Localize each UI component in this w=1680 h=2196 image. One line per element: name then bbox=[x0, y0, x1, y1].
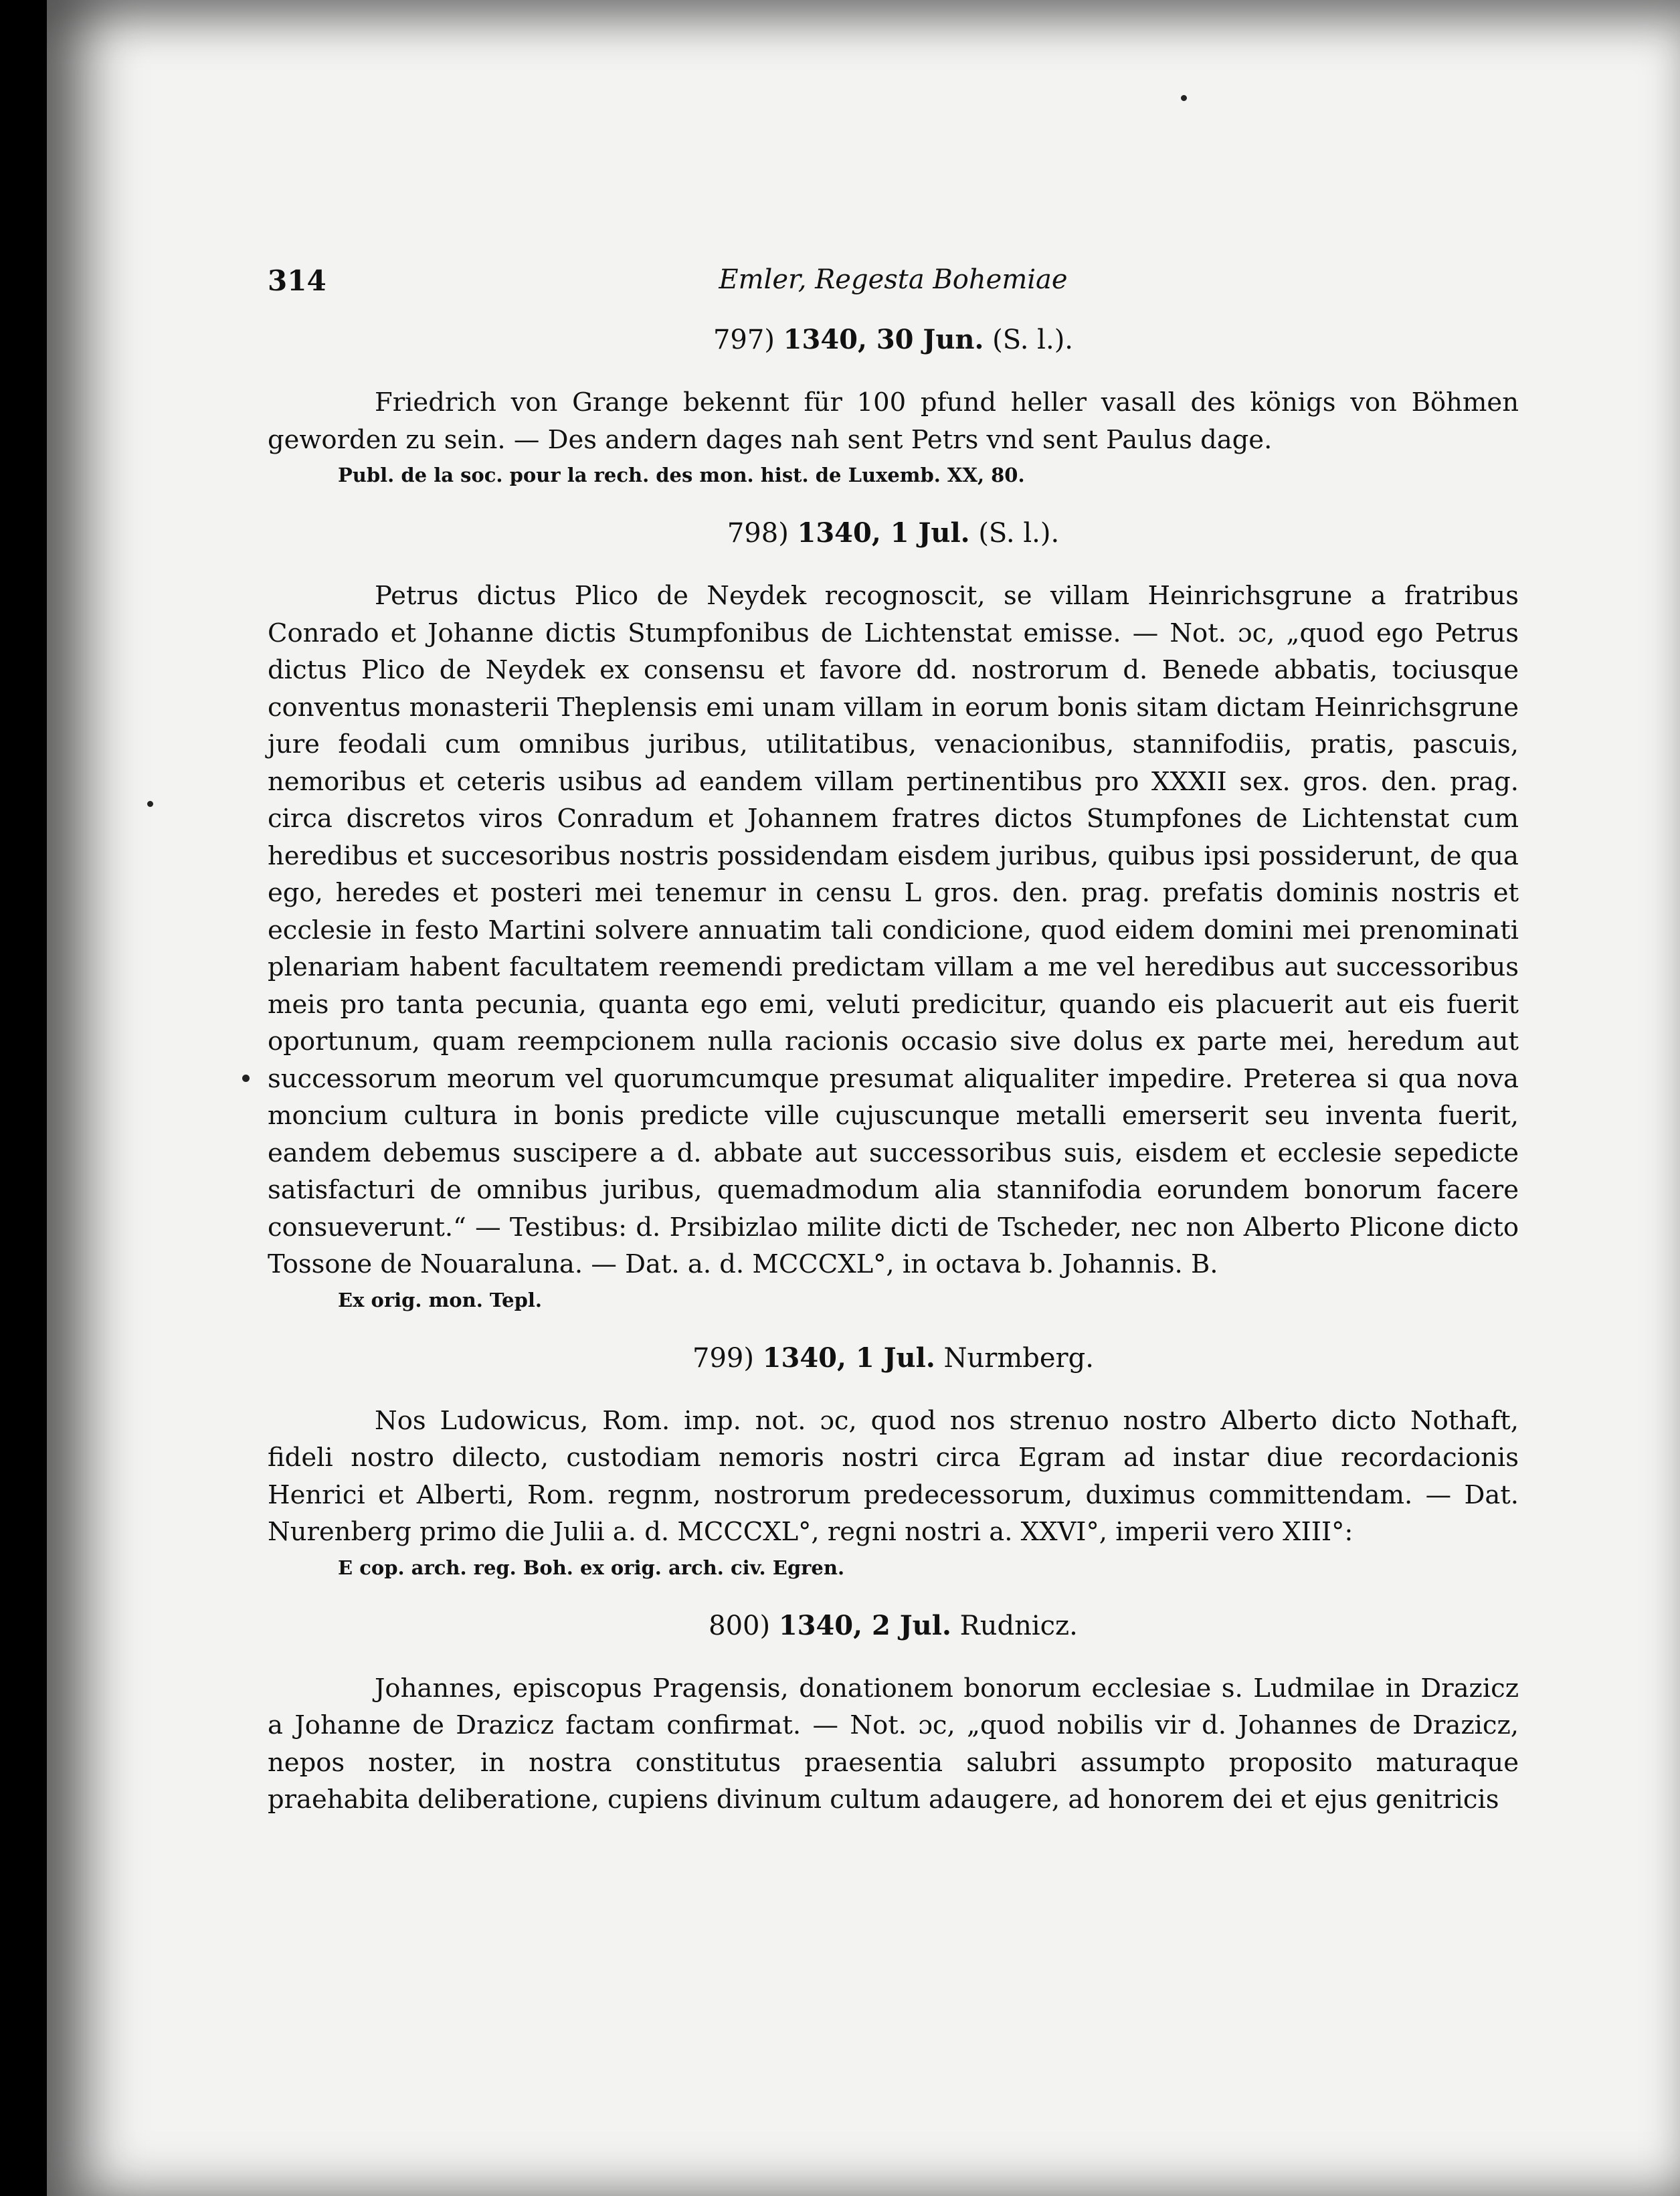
entry-text: Nos Ludowicus, Rom. imp. not. ɔc, quod nos strenuo nostro Alberto dicto Nothaft, fideli nostro dilecto, custodiam nemoris nostri circa Egram ad instar diue recordacionis Henrici et Alberti, Rom. regnm, nostrorum predecessorum, duximus committendam. — Dat. Nurenberg primo die Julii a. d. MCCCXL°, regni nostri a. XXVI°, imperii vero XIII°: bbox=[268, 1405, 1519, 1547]
entry-date: 1340, 1 Jul. bbox=[797, 517, 970, 549]
entry-date: 1340, 30 Jun. bbox=[783, 324, 984, 355]
running-head bbox=[268, 264, 1519, 311]
entry-text: Johannes, episcopus Pragensis, donationem bonorum ecclesiae s. Ludmilae in Drazicz a Johanne de Drazicz factam confirmat. — Not. ɔc, „quod nobilis vir d. Johannes de Drazicz, nepos noster, in nostra constitutus praesentia salubri assumpto proposito maturaque praehabita deliberatione, cupiens divinum cultum adaugere, ad honorem dei et ejus genitricis bbox=[268, 1673, 1519, 1815]
entry-date: 1340, 2 Jul. bbox=[778, 1609, 951, 1641]
entry-source: E cop. arch. reg. Boh. ex orig. arch. civ. Egren. bbox=[338, 1556, 845, 1579]
entry-heading bbox=[268, 1340, 1519, 1377]
entry-797 bbox=[268, 321, 1519, 488]
entry-source: Ex orig. mon. Tepl. bbox=[338, 1288, 542, 1311]
page-text bbox=[268, 264, 1519, 1819]
speck bbox=[147, 801, 153, 807]
entry-800 bbox=[268, 1607, 1519, 1819]
entry-place: Nurmberg. bbox=[943, 1342, 1094, 1374]
entry-heading bbox=[268, 1607, 1519, 1645]
entry-date: 1340, 1 Jul. bbox=[762, 1342, 935, 1374]
entry-number: 799) bbox=[692, 1342, 754, 1374]
entry-number: 797) bbox=[713, 325, 775, 355]
speck bbox=[242, 1075, 250, 1082]
entry-place: (S. l.). bbox=[992, 325, 1074, 355]
entry-number: 800) bbox=[709, 1610, 771, 1641]
entry-source: Publ. de la soc. pour la rech. des mon. hist. de Luxemb. XX, 80. bbox=[338, 464, 1025, 486]
page-number: 314 bbox=[268, 264, 326, 297]
entry-heading bbox=[268, 515, 1519, 552]
entry-text: Friedrich von Grange bekennt für 100 pfund heller vasall des königs von Böhmen geworden zu sein. — Des andern dages nah sent Petrs vnd sent Paulus dage. bbox=[268, 387, 1519, 455]
entry-heading bbox=[268, 321, 1519, 359]
entry-text: Petrus dictus Plico de Neydek recognoscit, se villam Heinrichsgrune a fratribus Conrado et Johanne dictis Stumpfonibus de Lichtenstat emisse. — Not. ɔc, „quod ego Petrus dictus Plico de Neydek ex consensu et favore dd. nostrorum d. Benede abbatis, tociusque conventus monasterii Theplensis emi unam villam in eorum bonis sitam dictam Heinrichsgrune jure feodali cum omnibus juribus, utilitatibus, venacionibus, stannifodiis, pratis, pascuis, nemoribus et ceteris usibus ad eandem villam pertinentibus pro XXXII sex. gros. den. prag. circa discretos viros Conradum et Johannem fratres dictos Stumpfones de Lichtenstat cum heredibus et succesoribus nostris possidendam eisdem juribus, quibus ipsi possiderunt, de qua ego, heredes et posteri mei tenemur in censu L gros. den. prag. prefatis dominis nostris et ecclesie in festo Martini solvere annuatim tali condicione, quod eidem domini mei prenominati plenariam habent facultatem reemendi predictam villam a me vel heredibus aut successoribus meis pro tanta pecunia, quanta ego emi, veluti predicitur, quando eis placuerit aut eis fuerit oportunum, quam reempcionem nulla racionis occasio sive dolus ex parte mei, heredum aut successorum meorum vel quorumcumque presumat aliqualiter impedire. Preterea si qua nova moncium cultura in bonis predicte ville cujuscunque metalli emerserit seu inventa fuerit, eandem debemus suscipere a d. abbate aut successoribus suis, eisdem et ecclesie sepedicte satisfacturi de omnibus juribus, quemadmodum alia stannifodia eorundem bonorum facere consueverunt.“ — Testibus: d. Prsibizlao milite dicti de Tscheder, nec non Alberto Plicone dicto Tossone de Nouaraluna. — Dat. a. d. MCCCXL°, in octava b. Johannis. B. bbox=[268, 581, 1519, 1279]
entry-798 bbox=[268, 515, 1519, 1313]
entry-place: (S. l.). bbox=[978, 518, 1060, 549]
book-page bbox=[47, 0, 1680, 2196]
entry-place: Rudnicz. bbox=[959, 1610, 1078, 1641]
speck bbox=[1181, 95, 1187, 101]
entry-number: 798) bbox=[727, 518, 789, 549]
entry-799 bbox=[268, 1340, 1519, 1580]
running-title: Emler, Regesta Bohemiae bbox=[719, 264, 1068, 295]
